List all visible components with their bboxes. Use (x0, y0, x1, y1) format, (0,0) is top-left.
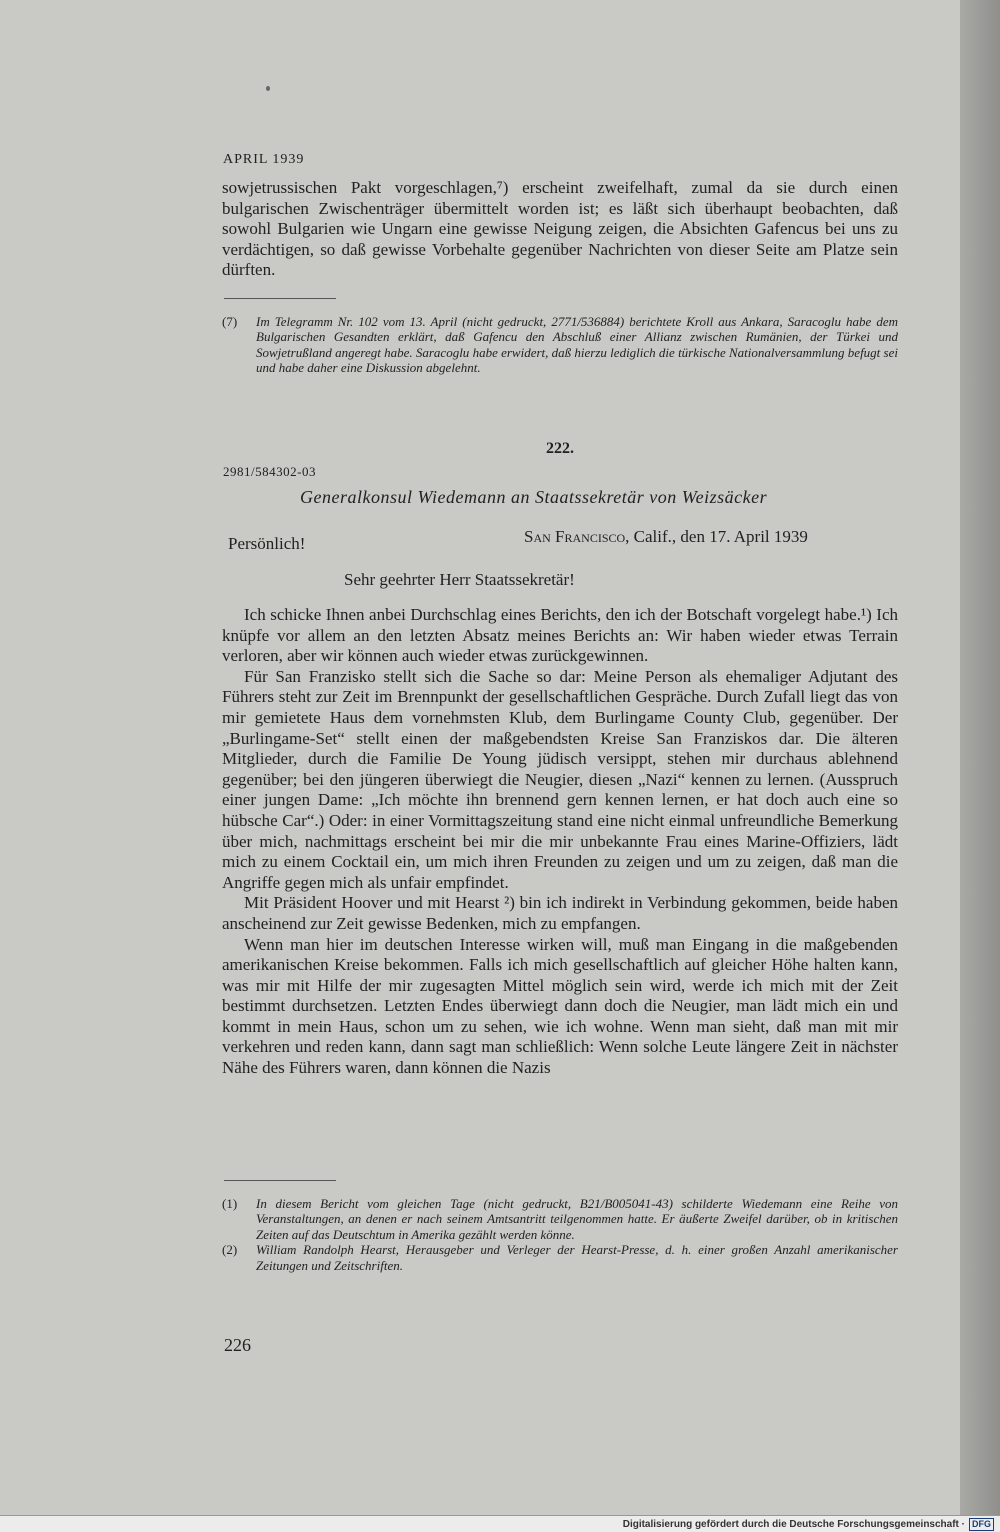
file-reference: 2981/584302-03 (223, 464, 316, 479)
personal-marker: Persönlich! (228, 534, 306, 553)
digitization-footer (0, 1515, 1000, 1532)
footnote-rule (224, 1180, 336, 1181)
place-date (524, 527, 808, 547)
footnote-7 (222, 314, 898, 376)
footnote-text: Im Telegramm Nr. 102 vom 13. April (nicht gedruckt, 2771/536884) berichtete Kroll aus Ankara, Saracoglu habe dem Bulgarischen Gesandten erklärt, daß Gafencu den Abschluß einer Allianz zwischen Rumänien, der Türkei und Sowjetrußland angeregt habe. Saracoglu habe erwidert, daß hierzu lediglich die türkische Nationalversammlung befugt sei und habe daher eine Diskussion abgelehnt. (256, 314, 898, 376)
page-edge-shadow (960, 0, 1000, 1515)
footnotes-bottom (222, 1196, 898, 1273)
footnote-text: William Randolph Hearst, Herausgeber und Verleger der Hearst-Presse, d. h. einer großen Anzahl amerikanischer Zeitungen und Zeitschriften. (256, 1242, 898, 1273)
dfg-logo-icon: DFG (969, 1518, 994, 1531)
scan-speck (266, 86, 270, 91)
footnote-text: In diesem Bericht vom gleichen Tage (nicht gedruckt, B21/B005041-43) schilderte Wiedemann eine Reihe von Veranstaltungen, an denen er nach seinem Amtsantritt teilgenommen hatte. Er äußerte Zweifel darüber, ob in kritischen Zeiten auf das Deutschtum in Amerika gezählt werden könne. (256, 1196, 898, 1242)
document-title: Generalkonsul Wiedemann an Staatssekretär von Weizsäcker (300, 487, 768, 507)
footnote-2 (222, 1242, 898, 1273)
footnote-rule (224, 298, 336, 299)
letter-paragraph: Ich schicke Ihnen anbei Durchschlag eines Berichts, den ich der Botschaft vorgelegt habe.¹) Ich knüpfe vor allem an den letzten Absatz meines Berichts an: Wir haben wieder etwas Terrain verloren, aber wir können auch wieder etwas zurückgewinnen. (222, 605, 898, 666)
date-text: , Calif., den 17. April 1939 (625, 527, 808, 546)
footnote-number: (7) (222, 314, 238, 329)
footer-credit: Digitalisierung gefördert durch die Deutsche Forschungsgemeinschaft · (622, 1518, 965, 1530)
running-head: APRIL 1939 (223, 152, 305, 167)
place-name: San Francisco (524, 527, 626, 546)
letter-body (222, 605, 898, 1079)
page-number: 226 (224, 1335, 251, 1355)
footnote-number: (1) (222, 1196, 238, 1211)
intro-paragraph: sowjetrussischen Pakt vorgeschlagen,⁷) erscheint zweifelhaft, zumal da sie durch einen bulgarischen Zwischenträger übermittelt worden ist; es läßt sich überhaupt beobachten, daß sowohl Bulgarien wie Ungarn eine gewisse Neigung zeigen, die Absichten Gafencus bei uns zu verdächtigen, so daß gewisse Vorbehalte gegenüber Nachrichten von dieser Seite am Platze sein dürften. (222, 178, 898, 280)
letter-paragraph: Mit Präsident Hoover und mit Hearst ²) bin ich indirekt in Verbindung gekommen, beide haben anscheinend zur Zeit gewisse Bedenken, mich zu empfangen. (222, 893, 898, 933)
footnote-1 (222, 1196, 898, 1242)
document-number: 222. (546, 440, 574, 457)
letter-paragraph: Wenn man hier im deutschen Interesse wirken will, muß man Eingang in die maßgebenden amerikanischen Kreise bekommen. Falls ich mich gesellschaftlich auf gleicher Höhe halten kann, was mir mit Hilfe der mir zugesagten Mittel möglich sein wird, werde ich mich mit der Zeit bestimmt durchsetzen. Letzten Endes überwiegt dann doch die Neugier, man lädt mich ein und kommt in mein Haus, schon um zu sehen, wie ich wohne. Wenn man sieht, daß man mit mir verkehren und reden kann, dann sagt man schließlich: Wenn solche Leute längere Zeit in nächster Nähe des Führers waren, dann können die Nazis (222, 934, 898, 1078)
salutation: Sehr geehrter Herr Staatssekretär! (344, 570, 575, 589)
letter-paragraph: Für San Franzisko stellt sich die Sache so dar: Meine Person als ehemaliger Adjutant des Führers steht zur Zeit im Brennpunkt der gesellschaftlichen Gespräche. Durch Zufall liegt das von mir gemietete Haus dem vornehmsten Klub, dem Burlingame County Club, gegenüber. Der „Burlingame-Set“ stellt einen der maßgebendsten Kreise San Franziskos dar. Die älteren Mitglieder, durch die Familie De Young jüdisch versippt, stehen mir durchaus ablehnend gegenüber; bei den jüngeren überwiegt die Neugier, diesen „Nazi“ kennen zu lernen. (Ausspruch einer jungen Dame: „Ich möchte ihn brennend gern kennen lernen, er hat doch auch eine so hübsche Car“.) Oder: in einer Vormittagszeitung stand eine nicht einmal unfreundliche Bemerkung über mich, nachmittags erscheint bei mir die mir unbekannte Frau eines Marine-Offiziers, lädt mich zu einem Cocktail ein, um mich ihren Freunden zu zeigen und um zu zeigen, daß man die Angriffe gegen mich als unfair empfindet. (222, 666, 898, 892)
footnote-number: (2) (222, 1242, 238, 1258)
